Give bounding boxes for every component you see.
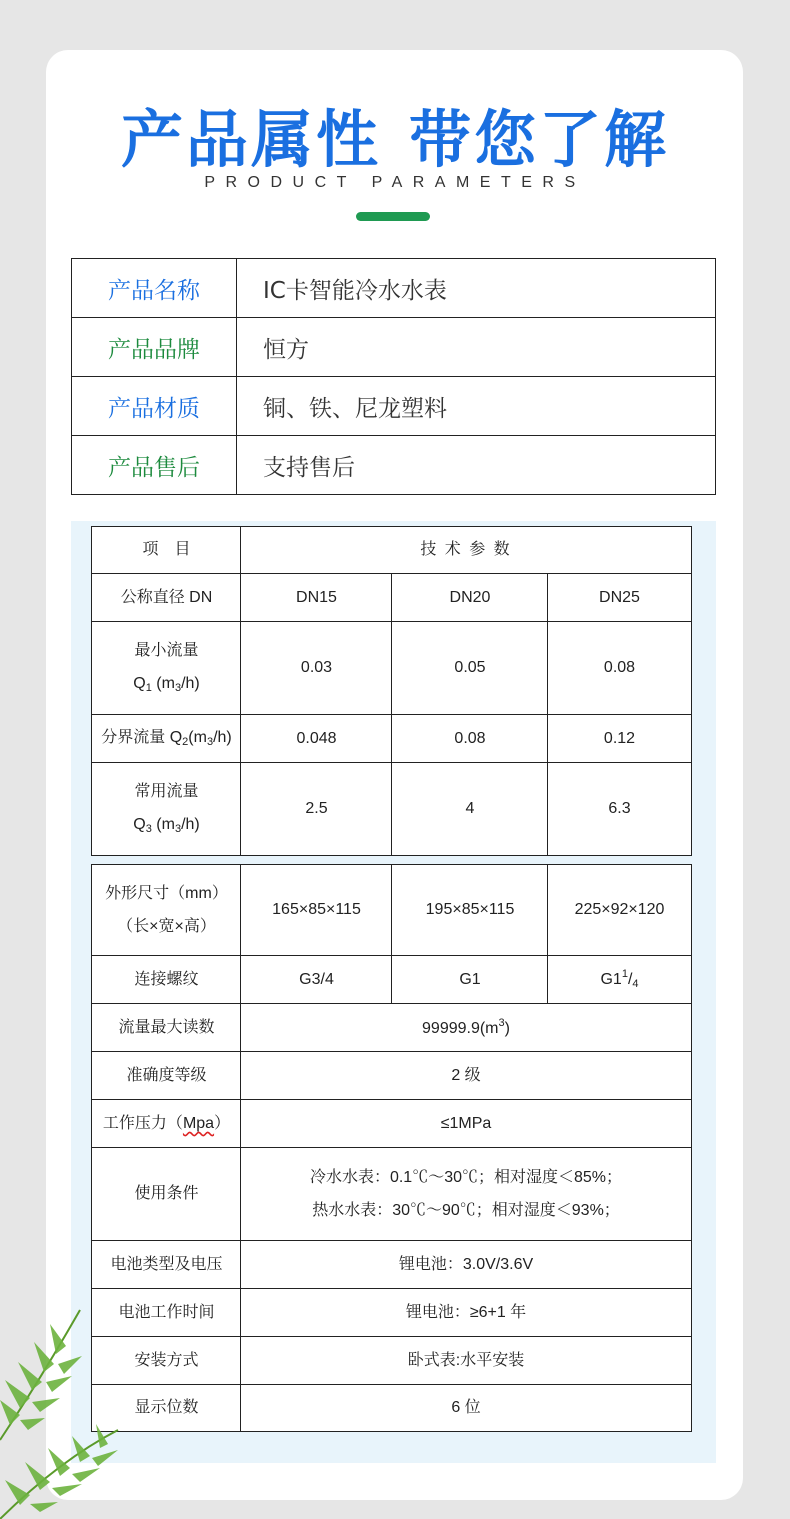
spec-label-boundary-flow: 分界流量 $Q_2(m_3/h)$ [91, 714, 242, 763]
page-subtitle: PRODUCT PARAMETERS [204, 174, 586, 191]
spec-cell: 锂电池：3.0V/3.6V [240, 1240, 692, 1289]
spec-cell: ≤1MPa [240, 1099, 692, 1148]
spec-cell: 195×85×115 [391, 864, 549, 956]
spec-label-battery-type: 电池类型及电压 [91, 1240, 242, 1289]
spec-table [91, 526, 692, 1432]
spec-label-common-flow: 常用流量 $Q_3$ $(m_3/h)$ [91, 762, 242, 856]
spec-cell: 0.03 [240, 621, 393, 715]
spec-cell-conditions: 冷水水表：0.1℃～30℃；相对湿度＜85%； 热水水表：30℃～90℃；相对湿度＜93%； [240, 1147, 692, 1241]
spec-cell: DN25 [547, 573, 692, 622]
spec-cell-thread3: $G1^1/_4$ [547, 955, 692, 1004]
attribute-table [71, 258, 716, 495]
spec-label-min-flow: 最小流量 $Q_1$ $(m_3/h)$ [91, 621, 242, 715]
attribute-value: 铜、铁、尼龙塑料 [237, 377, 716, 436]
spec-cell: G1 [391, 955, 549, 1004]
attribute-value: 支持售后 [237, 436, 716, 495]
attribute-row [72, 259, 716, 318]
attribute-key: 产品名称 [72, 259, 237, 318]
spec-cell: 2.5 [240, 762, 393, 856]
spec-cell: 0.12 [547, 714, 692, 763]
spec-cell: 0.048 [240, 714, 393, 763]
spec-cell: 6.3 [547, 762, 692, 856]
spec-cell: 4 [391, 762, 549, 856]
spec-cell: 0.08 [547, 621, 692, 715]
spec-label-max-reading: 流量最大读数 [91, 1003, 242, 1052]
attribute-row [72, 377, 716, 436]
palm-leaf-decoration [0, 1290, 130, 1519]
spec-cell: 锂电池：≥6+1 年 [240, 1288, 692, 1337]
spec-label-install: 安装方式 [91, 1336, 242, 1385]
spec-cell: 225×92×120 [547, 864, 692, 956]
spec-cell: 165×85×115 [240, 864, 393, 956]
attribute-row [72, 436, 716, 495]
spec-cell: 0.05 [391, 621, 549, 715]
title-underline [356, 212, 430, 221]
spec-label-dn: 公称直径 DN [91, 573, 242, 622]
spec-cell: DN20 [391, 573, 549, 622]
spec-cell: 0.08 [391, 714, 549, 763]
spec-label-battery-life: 电池工作时间 [91, 1288, 242, 1337]
spec-label-digits: 显示位数 [91, 1384, 242, 1432]
spec-cell-max-reading: $99999.9(m^3)$ [240, 1003, 692, 1052]
spec-cell: 卧式表:水平安装 [240, 1336, 692, 1385]
spec-label-accuracy: 准确度等级 [91, 1051, 242, 1100]
attribute-key: 产品品牌 [72, 318, 237, 377]
attribute-value: 恒方 [237, 318, 716, 377]
attribute-key: 产品材质 [72, 377, 237, 436]
spec-label-thread: 连接螺纹 [91, 955, 242, 1004]
spec-cell: G3/4 [240, 955, 393, 1004]
spec-header-item: 项 目 [91, 526, 242, 574]
attribute-key: 产品售后 [72, 436, 237, 495]
spec-header-params: 技 术 参 数 [240, 526, 692, 574]
attribute-value: IC卡智能冷水水表 [237, 259, 716, 318]
spec-label-conditions: 使用条件 [91, 1147, 242, 1241]
spec-label-pressure: 工作压力（Mpa） [91, 1099, 242, 1148]
spec-cell: DN15 [240, 573, 393, 622]
spec-label-size: 外形尺寸（mm） （长×宽×高） [91, 864, 242, 956]
page-title: 产品属性 带您了解 [120, 103, 670, 176]
spec-cell: 6 位 [240, 1384, 692, 1432]
spec-cell: 2 级 [240, 1051, 692, 1100]
attribute-row [72, 318, 716, 377]
